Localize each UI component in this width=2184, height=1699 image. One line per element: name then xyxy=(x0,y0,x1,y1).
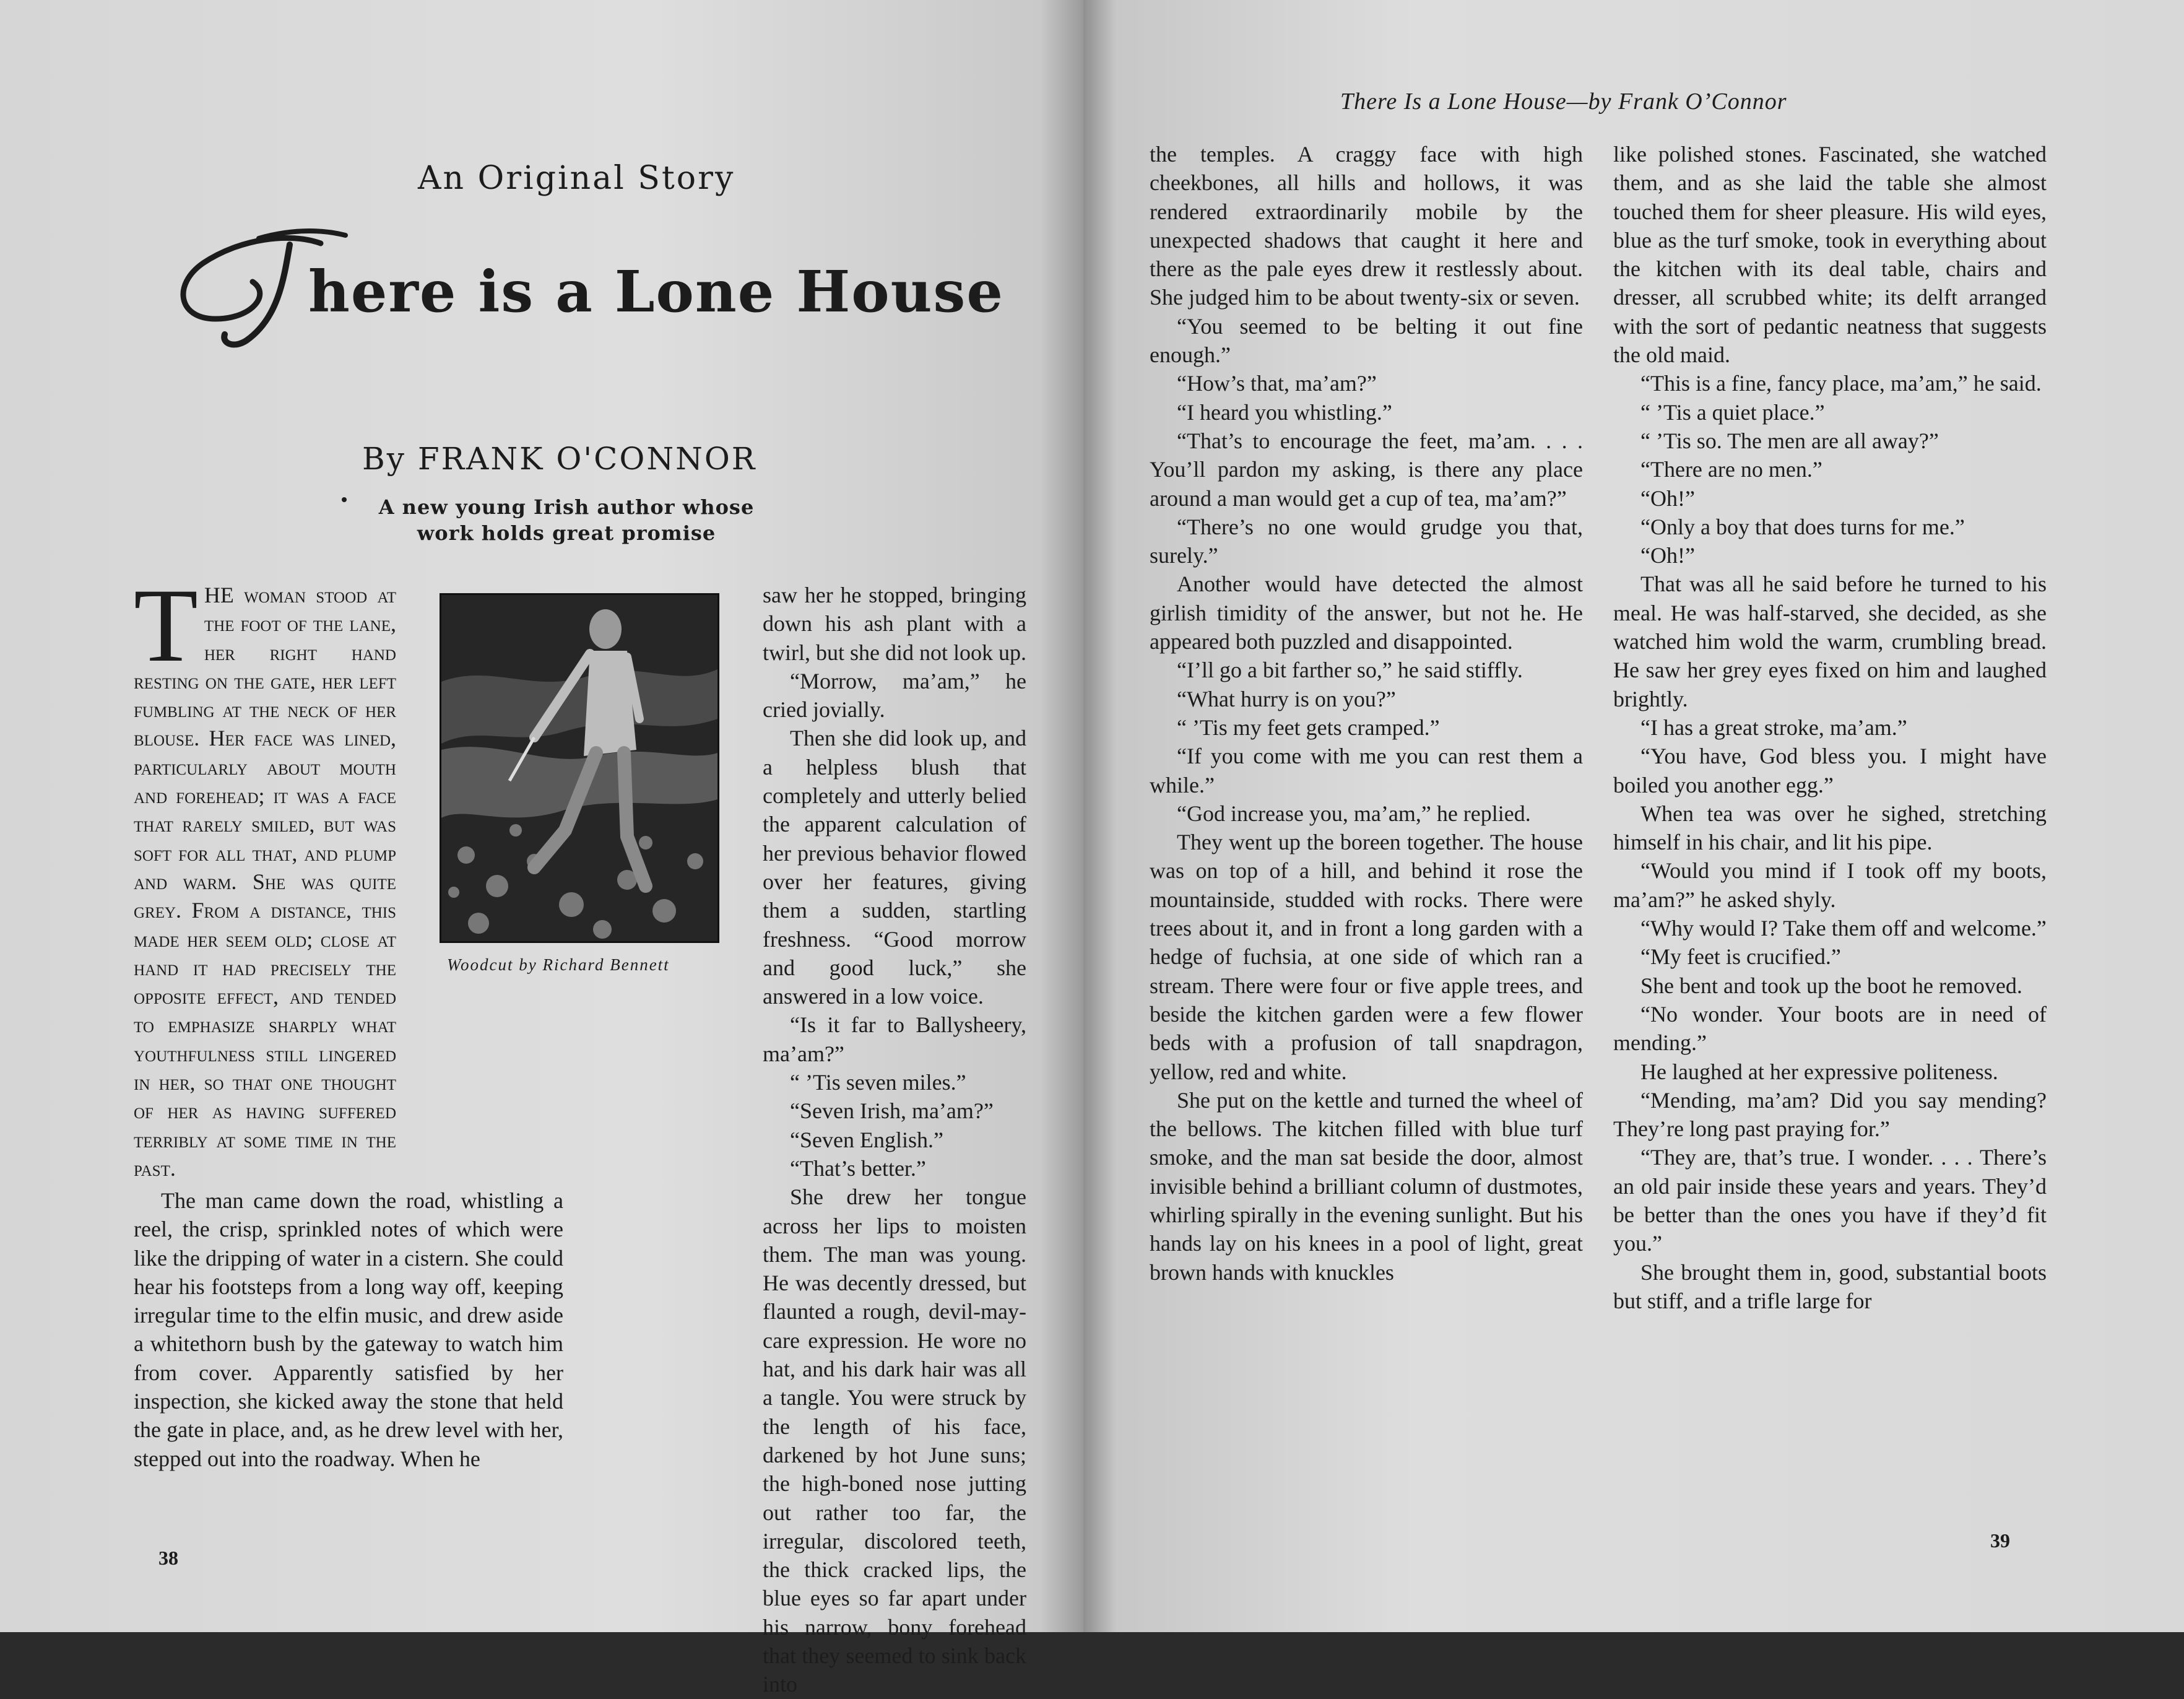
paragraph: “ ’Tis my feet gets cramped.” xyxy=(1177,715,1440,740)
paragraph: “God increase you, ma’am,” he replied. xyxy=(1177,801,1531,826)
paragraph: like polished stones. Fascinated, she watched them, and as she laid the table she almost touched them for sheer pleasure. His wild eyes, blue as the turf smoke, took in everything about the kitchen with its deal table, chairs and dresser, all scrubbed white; its delft arranged with the sort of pedantic neatness that suggests the old maid. xyxy=(1613,142,2047,368)
paragraph: He laughed at her expressive politeness. xyxy=(1640,1059,1998,1084)
blurb-line-2: work holds great promise xyxy=(417,521,716,545)
blurb-line-1: A new young Irish author whose xyxy=(378,495,755,519)
paragraph: “Mending, ma’am? Did you say mending? They’re long past praying for.” xyxy=(1613,1087,2047,1142)
paragraph: “ ’Tis seven miles.” xyxy=(790,1070,966,1095)
left-page xyxy=(0,0,1083,1697)
paragraph: saw her he stopped, bringing down his ash plant with a twirl, but she did not look up. xyxy=(763,583,1026,665)
author-blurb xyxy=(334,494,799,546)
paragraph: “Seven Irish, ma’am?” xyxy=(790,1098,994,1124)
illustration-caption: Woodcut by Richard Bennett xyxy=(447,955,670,974)
column-1-paragraph-2: The man came down the road, whistling a reel, the crisp, sprinkled notes of which were like the dripping of water in a cistern. She could hear his footsteps from a long way off, keeping irregular time to the elfin music, and drew aside a whitethorn bush by the gateway to watch him from cover. Apparently satisfied by her inspection, she kicked away the stone that held the gate in place, and, as he drew level with her, stepped out into the roadway. When he xyxy=(134,1188,563,1471)
paragraph: She brought them in, good, substantial boots but stiff, and a trifle large for xyxy=(1613,1259,2047,1313)
paragraph: Another would have detected the almost girlish timidity of the answer, but not he. He appeared both puzzled and disappointed. xyxy=(1150,571,1583,654)
bullet-ornament xyxy=(342,497,347,502)
paragraph: “Would you mind if I took off my boots, ma’am?” he asked shyly. xyxy=(1613,858,2047,912)
right-page xyxy=(1083,0,2184,1632)
paragraph: She bent and took up the boot he removed. xyxy=(1640,973,2022,998)
page-number-left: 38 xyxy=(158,1547,178,1569)
paragraph: “I’ll go a bit farther so,” he said stiffly. xyxy=(1177,658,1523,683)
paragraph: “Why would I? Take them off and welcome.” xyxy=(1640,916,2047,941)
paragraph: She put on the kettle and turned the wheel of the bellows. The kitchen filled with blue turf smoke, and the man sat beside the door, almost invisible behind a brilliant column of dustmotes, whirling spirally in the evening sunlight. But his hands lay on his knees in a pool of light, great brown hands with knuckles xyxy=(1150,1087,1583,1285)
paragraph: That was all he said before he turned to his meal. He was half-starved, she decided, as she watched him wold the warm, crumbling bread. He saw her grey eyes fixed on him and laughed brightly. xyxy=(1613,571,2047,711)
woodcut-figure-image xyxy=(441,595,717,941)
byline: By FRANK O'CONNOR xyxy=(362,441,757,477)
paragraph: “Oh!” xyxy=(1640,485,1695,511)
paragraph: “There are no men.” xyxy=(1640,457,1822,482)
paragraph: “Only a boy that does turns for me.” xyxy=(1640,514,1965,539)
paragraph: “My feet is crucified.” xyxy=(1640,944,1841,970)
column-2 xyxy=(763,581,1026,1699)
paragraph: “If you come with me you can rest them a while.” xyxy=(1150,744,1583,797)
paragraph: “That’s better.” xyxy=(790,1155,926,1181)
paragraph: “No wonder. Your boots are in need of mending.” xyxy=(1613,1001,2047,1056)
paragraph: “What hurry is on you?” xyxy=(1177,686,1396,711)
paragraph: “Morrow, ma’am,” he cried jovially. xyxy=(763,668,1026,723)
paragraph: “I heard you whistling.” xyxy=(1177,399,1392,425)
paragraph: She drew her tongue across her lips to moisten them. The man was young. He was decently dressed, but flaunted a rough, devil-may-care expression. He wore no hat, and his dark hair was all a tangle. You were struck by the length of his face, darkened by hot June suns; the high-boned nose jutting out rather too far, the irregular, discolored teeth, the thick cracked lips, the blue eyes so far apart under his narrow, bony forehead that they seemed to sink back into xyxy=(763,1184,1026,1697)
story-title xyxy=(166,220,1008,350)
title-text: here is a Lone House xyxy=(308,258,1004,325)
column-4 xyxy=(1613,140,2047,1315)
paragraph: “There’s no one would grudge you that, surely.” xyxy=(1150,514,1583,568)
paragraph: “ ’Tis a quiet place.” xyxy=(1640,399,1825,425)
paragraph: “This is a fine, fancy place, ma’am,” he said. xyxy=(1640,371,2042,396)
running-head: There Is a Lone House—by Frank O’Connor xyxy=(1340,89,1787,115)
paragraph: “Seven English.” xyxy=(790,1127,943,1152)
paragraph: “I has a great stroke, ma’am.” xyxy=(1640,715,1907,740)
paragraph: They went up the boreen together. The house was on top of a hill, and behind it rose the mountainside, studded with rocks. There were trees about it, and in front a long garden with a hedge of fuchsia, at one side of which ran a stream. There were four or five apple trees, and beside the kitchen garden were a few flower beds with a profusion of tall snapdragon, yellow, red and white. xyxy=(1150,830,1583,1084)
column-3 xyxy=(1150,140,1583,1287)
paragraph: Then she did look up, and a helpless blush that completely and utterly belied the apparent calculation of her previous behavior flowed over her features, giving them a sudden, startling freshness. “Good morrow and good luck,” she answered in a low voice. xyxy=(763,726,1026,1009)
paragraph: “Oh!” xyxy=(1640,543,1695,568)
column-1-top xyxy=(134,567,396,1183)
drop-cap: T xyxy=(134,567,198,684)
woodcut-illustration xyxy=(440,593,719,943)
paragraph: “How’s that, ma’am?” xyxy=(1177,371,1377,396)
column-1-opening-paragraph: HE woman stood at the foot of the lane, her right hand resting on the gate, her left fumbling at the neck of her blouse. Her face was lined, particularly about mouth and forehead; it was a face that rarely smiled, but was soft for all that, and plump and warm. She was quite grey. From a distance, this made her seem old; close at hand it had precisely the opposite effect, and tended to emphasize sharply what youthfulness still lingered in her, so that one thought of her as having suffered terribly at some time in the past. xyxy=(134,583,396,1181)
paragraph: “You seemed to be belting it out fine enough.” xyxy=(1150,313,1583,368)
paragraph: “They are, that’s true. I wonder. . . . There’s an old pair inside these years and years. They’d be better than the ones you have if they’d fit you.” xyxy=(1613,1145,2047,1256)
paragraph: “Is it far to Ballysheery, ma’am?” xyxy=(763,1012,1026,1066)
story-kicker: An Original Story xyxy=(418,160,735,197)
paragraph: the temples. A craggy face with high cheekbones, all hills and hollows, it was rendered extraordinarily mobile by the unexpected shadows that caught it here and there as the pale eyes drew it restlessly about. She judged him to be about twenty-six or seven. xyxy=(1150,142,1583,310)
paragraph: “That’s to encourage the feet, ma’am. . . . You’ll pardon my asking, is there any place around a man would get a cup of tea, ma’am?” xyxy=(1150,428,1583,511)
paragraph: When tea was over he sighed, stretching himself in his chair, and lit his pipe. xyxy=(1613,801,2047,855)
page-number-right: 39 xyxy=(1990,1529,2010,1552)
column-1-bottom xyxy=(134,1186,563,1473)
paragraph: “You have, God bless you. I might have boiled you another egg.” xyxy=(1613,744,2047,797)
paragraph: “ ’Tis so. The men are all away?” xyxy=(1640,428,1939,453)
